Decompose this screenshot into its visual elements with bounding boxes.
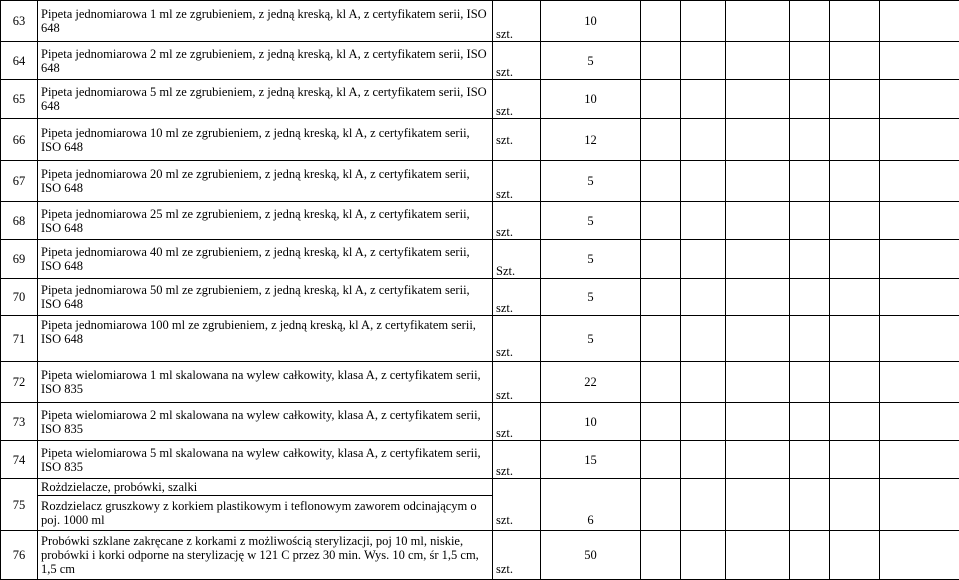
item-qty: 50	[541, 531, 641, 580]
empty-cell	[830, 403, 880, 441]
item-unit: szt.	[493, 80, 541, 119]
item-name: Pipeta jednomiarowa 10 ml ze zgrubieniem, z jedną kreską, kl A, z certyfikatem serii, ISO 648	[38, 119, 493, 161]
empty-cell	[880, 119, 959, 161]
item-qty: 10	[541, 403, 641, 441]
table-row	[1, 531, 959, 580]
empty-cell	[681, 441, 726, 479]
empty-cell	[681, 403, 726, 441]
item-name: Probówki szklane zakręcane z korkami z możliwością sterylizacji, poj 10 ml, niskie, probówki i korki odporne na sterylizację w 121 C przez 30 min. Wys. 10 cm, śr 1,5 cm, 1,5 cm	[38, 531, 493, 580]
row-number: 76	[1, 531, 38, 580]
item-name: Pipeta jednomiarowa 50 ml ze zgrubieniem, z jedną kreską, kl A, z certyfikatem serii, ISO 648	[38, 279, 493, 316]
empty-cell	[681, 202, 726, 240]
empty-cell	[830, 362, 880, 403]
empty-cell	[681, 479, 726, 531]
empty-cell	[790, 279, 830, 316]
item-qty: 5	[541, 202, 641, 240]
item-unit: szt.	[493, 1, 541, 42]
table-row	[1, 202, 959, 240]
empty-cell	[641, 479, 681, 531]
empty-cell	[641, 202, 681, 240]
empty-cell	[790, 403, 830, 441]
item-unit: szt.	[493, 479, 541, 531]
row-number: 72	[1, 362, 38, 403]
empty-cell	[830, 479, 880, 531]
empty-cell	[726, 119, 790, 161]
empty-cell	[830, 240, 880, 279]
empty-cell	[681, 1, 726, 42]
table-row	[1, 119, 959, 161]
row-number: 63	[1, 1, 38, 42]
empty-cell	[726, 479, 790, 531]
item-unit: szt.	[493, 316, 541, 362]
empty-cell	[681, 279, 726, 316]
table-row	[1, 279, 959, 316]
item-name: Pipeta wielomiarowa 5 ml skalowana na wylew całkowity, klasa A, z certyfikatem serii, ISO 835	[38, 441, 493, 479]
empty-cell	[880, 441, 959, 479]
item-unit: szt.	[493, 531, 541, 580]
empty-cell	[830, 316, 880, 362]
row-number: 65	[1, 80, 38, 119]
empty-cell	[790, 202, 830, 240]
item-qty: 5	[541, 316, 641, 362]
empty-cell	[790, 240, 830, 279]
empty-cell	[880, 42, 959, 80]
empty-cell	[681, 362, 726, 403]
item-qty: 22	[541, 362, 641, 403]
empty-cell	[641, 42, 681, 80]
empty-cell	[880, 403, 959, 441]
row-number: 73	[1, 403, 38, 441]
item-unit: szt.	[493, 441, 541, 479]
item-unit: szt.	[493, 119, 541, 161]
empty-cell	[830, 80, 880, 119]
empty-cell	[880, 279, 959, 316]
empty-cell	[641, 531, 681, 580]
item-unit: szt.	[493, 161, 541, 202]
section-title: Rożdzielacze, probówki, szalki	[38, 479, 493, 496]
empty-cell	[790, 80, 830, 119]
empty-cell	[681, 119, 726, 161]
item-qty: 10	[541, 80, 641, 119]
empty-cell	[641, 80, 681, 119]
empty-cell	[726, 80, 790, 119]
item-unit: szt.	[493, 362, 541, 403]
empty-cell	[880, 479, 959, 531]
empty-cell	[790, 441, 830, 479]
table-row	[1, 441, 959, 479]
empty-cell	[681, 80, 726, 119]
empty-cell	[880, 161, 959, 202]
empty-cell	[880, 80, 959, 119]
empty-cell	[790, 362, 830, 403]
empty-cell	[880, 202, 959, 240]
empty-cell	[726, 531, 790, 580]
empty-cell	[681, 240, 726, 279]
empty-cell	[790, 161, 830, 202]
empty-cell	[790, 42, 830, 80]
empty-cell	[880, 531, 959, 580]
item-name: Pipeta jednomiarowa 40 ml ze zgrubieniem, z jedną kreską, kl A, z certyfikatem serii, ISO 648	[38, 240, 493, 279]
empty-cell	[830, 161, 880, 202]
item-qty: 12	[541, 119, 641, 161]
item-qty: 5	[541, 240, 641, 279]
item-name: Pipeta jednomiarowa 2 ml ze zgrubieniem, z jedną kreską, kl A, z certyfikatem serii, ISO 648	[38, 42, 493, 80]
table-row	[1, 161, 959, 202]
empty-cell	[880, 316, 959, 362]
empty-cell	[790, 531, 830, 580]
item-unit: Szt.	[493, 240, 541, 279]
empty-cell	[681, 161, 726, 202]
empty-cell	[726, 279, 790, 316]
table-row	[1, 403, 959, 441]
item-qty: 5	[541, 279, 641, 316]
empty-cell	[726, 240, 790, 279]
empty-cell	[726, 42, 790, 80]
row-number: 74	[1, 441, 38, 479]
empty-cell	[641, 441, 681, 479]
item-qty: 10	[541, 1, 641, 42]
item-name: Pipeta wielomiarowa 1 ml skalowana na wylew całkowity, klasa A, z certyfikatem serii, ISO 835	[38, 362, 493, 403]
table-row	[1, 316, 959, 362]
empty-cell	[830, 1, 880, 42]
empty-cell	[830, 531, 880, 580]
empty-cell	[726, 362, 790, 403]
empty-cell	[681, 316, 726, 362]
row-number: 68	[1, 202, 38, 240]
empty-cell	[726, 316, 790, 362]
empty-cell	[880, 1, 959, 42]
empty-cell	[880, 240, 959, 279]
table-row	[1, 1, 959, 42]
row-number: 66	[1, 119, 38, 161]
item-qty: 15	[541, 441, 641, 479]
empty-cell	[830, 119, 880, 161]
empty-cell	[880, 362, 959, 403]
empty-cell	[681, 531, 726, 580]
item-qty: 6	[541, 479, 641, 531]
item-qty: 5	[541, 161, 641, 202]
item-unit: szt.	[493, 42, 541, 80]
empty-cell	[641, 362, 681, 403]
empty-cell	[726, 161, 790, 202]
row-number: 70	[1, 279, 38, 316]
empty-cell	[790, 479, 830, 531]
item-name: Pipeta jednomiarowa 1 ml ze zgrubieniem, z jedną kreską, kl A, z certyfikatem serii, ISO 648	[38, 1, 493, 42]
empty-cell	[830, 441, 880, 479]
empty-cell	[790, 316, 830, 362]
row-number: 75	[1, 479, 38, 531]
table-row	[1, 362, 959, 403]
empty-cell	[790, 119, 830, 161]
empty-cell	[641, 1, 681, 42]
empty-cell	[830, 202, 880, 240]
table-row	[1, 42, 959, 80]
row-number: 67	[1, 161, 38, 202]
empty-cell	[641, 240, 681, 279]
item-name: Pipeta jednomiarowa 25 ml ze zgrubieniem, z jedną kreską, kl A, z certyfikatem serii, ISO 648	[38, 202, 493, 240]
row-number: 71	[1, 316, 38, 362]
empty-cell	[726, 1, 790, 42]
table-row	[1, 240, 959, 279]
item-unit: szt.	[493, 279, 541, 316]
item-qty: 5	[541, 42, 641, 80]
empty-cell	[726, 441, 790, 479]
empty-cell	[641, 316, 681, 362]
table-row	[1, 80, 959, 119]
empty-cell	[641, 119, 681, 161]
empty-cell	[790, 1, 830, 42]
item-name: Pipeta jednomiarowa 5 ml ze zgrubieniem, z jedną kreską, kl A, z certyfikatem serii, ISO 648	[38, 80, 493, 119]
empty-cell	[681, 42, 726, 80]
item-name: Pipeta jednomiarowa 100 ml ze zgrubieniem, z jedną kreską, kl A, z certyfikatem serii, ISO 648	[38, 316, 493, 362]
item-unit: szt.	[493, 403, 541, 441]
empty-cell	[641, 403, 681, 441]
row-number: 64	[1, 42, 38, 80]
empty-cell	[830, 42, 880, 80]
empty-cell	[726, 202, 790, 240]
empty-cell	[830, 279, 880, 316]
table-row	[1, 479, 959, 496]
item-name: Rozdzielacz gruszkowy z korkiem plastikowym i teflonowym zaworem odcinającym o poj. 1000 ml	[38, 496, 493, 531]
item-unit: szt.	[493, 202, 541, 240]
item-name: Pipeta jednomiarowa 20 ml ze zgrubieniem, z jedną kreską, kl A, z certyfikatem serii, ISO 648	[38, 161, 493, 202]
item-name: Pipeta wielomiarowa 2 ml skalowana na wylew całkowity, klasa A, z certyfikatem serii, ISO 835	[38, 403, 493, 441]
empty-cell	[641, 161, 681, 202]
empty-cell	[726, 403, 790, 441]
empty-cell	[641, 279, 681, 316]
row-number: 69	[1, 240, 38, 279]
